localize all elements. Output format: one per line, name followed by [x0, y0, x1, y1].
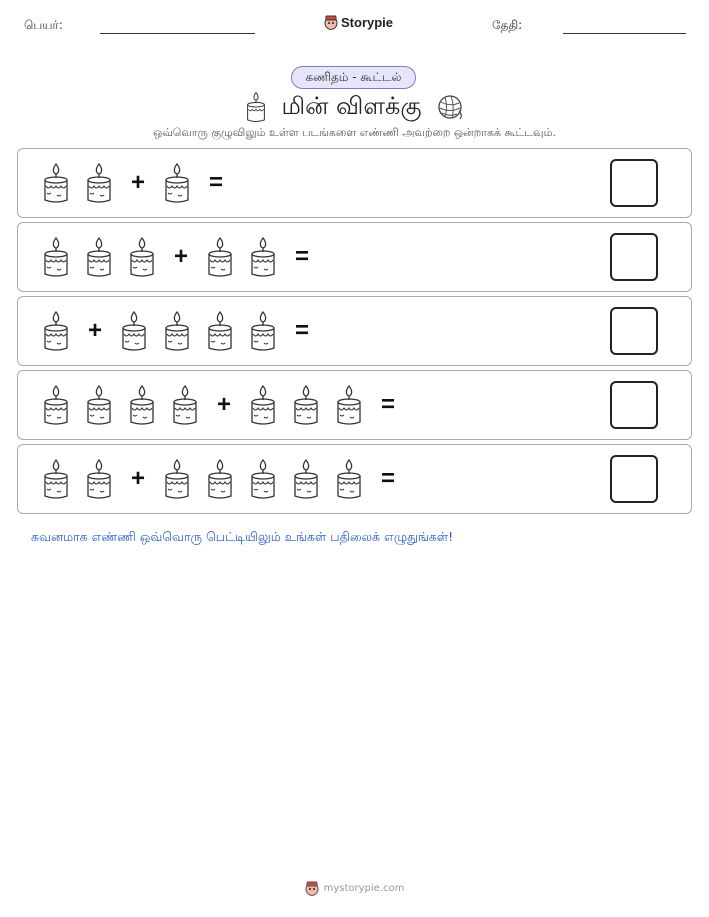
equals-sign: = [294, 317, 309, 344]
candle-icon [335, 458, 363, 500]
plus-sign: + [87, 317, 102, 344]
candle-icon [163, 458, 191, 500]
worksheet-title: மின் விளக்கு [281, 91, 422, 120]
name-label: பெயர்: [24, 18, 63, 32]
plus-sign: + [130, 169, 145, 196]
plus-sign: + [130, 465, 145, 492]
instruction-text: ஒவ்வொரு குழுவிலும் உள்ள படங்களை எண்ணி அவற்றை ஒன்றாகக் கூட்டவும். [153, 126, 556, 139]
topic-badge: கணிதம் - கூட்டல் [291, 66, 416, 89]
date-label: தேதி: [492, 18, 523, 32]
problem-row [17, 296, 692, 366]
candle-icon [128, 384, 156, 426]
candle-icon [128, 236, 156, 278]
candle-icon [335, 384, 363, 426]
candle-icon [85, 384, 113, 426]
candle-icon [42, 162, 70, 204]
candle-icon [85, 162, 113, 204]
candle-icon [171, 384, 199, 426]
candle-icon [292, 384, 320, 426]
answer-box[interactable] [610, 307, 658, 355]
storypie-mascot-icon [305, 880, 319, 896]
candle-icon [120, 310, 148, 352]
title-row [0, 90, 709, 124]
candle-icon [85, 236, 113, 278]
problem-list [17, 148, 692, 518]
name-line[interactable] [100, 33, 255, 34]
candle-icon [249, 310, 277, 352]
candle-icon [163, 310, 191, 352]
answer-box[interactable] [610, 159, 658, 207]
footer-note: கவனமாக எண்ணி ஒவ்வொரு பெட்டியிலும் உங்கள் பதிலைக் எழுதுங்கள்! [31, 529, 454, 544]
answer-box[interactable] [610, 455, 658, 503]
site-footer [0, 880, 709, 896]
yarn-ball-icon [436, 93, 464, 121]
problem-row [17, 222, 692, 292]
answer-box[interactable] [610, 381, 658, 429]
candle-icon [206, 310, 234, 352]
candle-icon [249, 458, 277, 500]
candle-icon [245, 91, 267, 123]
problem-items [42, 382, 413, 428]
equals-sign: = [380, 391, 395, 418]
brand-name: Storypie [341, 14, 394, 30]
problem-items [42, 456, 413, 502]
equals-sign: = [294, 243, 309, 270]
candle-icon [249, 384, 277, 426]
plus-sign: + [216, 391, 231, 418]
brand-logo [324, 14, 393, 30]
problem-items [42, 234, 327, 280]
candle-icon [206, 458, 234, 500]
problem-items [42, 308, 327, 354]
candle-icon [292, 458, 320, 500]
problem-items [42, 160, 241, 206]
equals-sign: = [380, 465, 395, 492]
plus-sign: + [173, 243, 188, 270]
candle-icon [249, 236, 277, 278]
storypie-mascot-icon [324, 14, 338, 30]
candle-icon [42, 236, 70, 278]
candle-icon [163, 162, 191, 204]
candle-icon [42, 384, 70, 426]
candle-icon [85, 458, 113, 500]
problem-row [17, 148, 692, 218]
problem-row [17, 370, 692, 440]
equals-sign: = [208, 169, 223, 196]
date-line[interactable] [563, 33, 686, 34]
candle-icon [42, 458, 70, 500]
candle-icon [42, 310, 70, 352]
candle-icon [206, 236, 234, 278]
problem-row [17, 444, 692, 514]
website-url[interactable]: mystorypie.com [323, 882, 405, 894]
answer-box[interactable] [610, 233, 658, 281]
